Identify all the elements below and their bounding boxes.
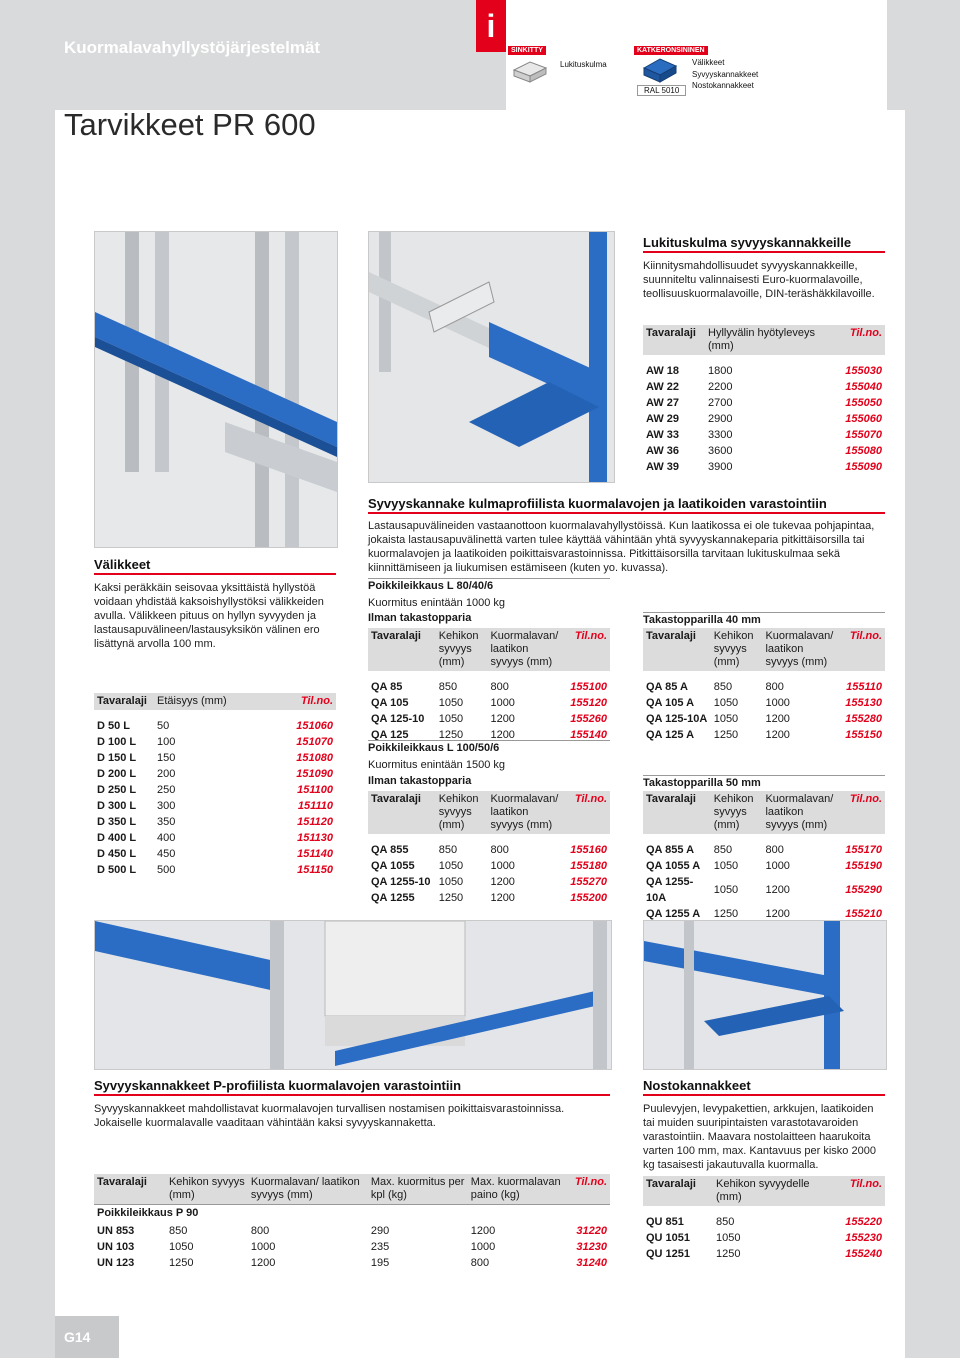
- photo-valikkeet: [94, 231, 338, 548]
- valikkeet-text: Kaksi peräkkäin seisovaa yksittäistä hyllystöä voidaan yhdistää kaksoishyllystöksi välikkeiden avulla. Välikkeen pituus on hyllyn syvyyden ja lastausapuvälineen/lastausyksikön välinen ero lisättynä arvolla 100 mm.: [94, 582, 324, 650]
- pprofiili-text: Syvyyskannakkeet mahdollistavat kuormalavojen turvallisen nostamisen poikittaisvarastoinnissa. Jokaiselle kuormalavalle vaaditaan vähintään kaksi syvyyskannaketta.: [94, 1103, 565, 1129]
- category-title: Kuormalavahyllystöjärjestelmät: [64, 38, 321, 57]
- table-row: [368, 874, 610, 890]
- table-cell: 1050: [713, 860, 739, 872]
- table-cell: 195: [370, 1257, 390, 1269]
- table-row: [94, 782, 336, 798]
- order-number: 155130: [845, 697, 882, 709]
- table-cell: 1000: [765, 860, 790, 872]
- order-number: 151130: [297, 832, 333, 844]
- nosto-title: Nostokannakkeet: [643, 1078, 885, 1096]
- profile-label: Poikkileikkaus L 80/40/6: [368, 578, 610, 592]
- table-cell: 400: [157, 832, 176, 844]
- table-row: [94, 718, 336, 734]
- table-cell: 1200: [490, 729, 515, 741]
- product-code: QA 125: [371, 729, 409, 741]
- table-cell: 200: [157, 768, 176, 780]
- product-code: QA 85: [371, 681, 403, 693]
- nosto-table: [643, 1176, 885, 1262]
- product-code: QA 855 A: [646, 844, 695, 856]
- table-cell: 1200: [470, 1225, 496, 1237]
- table-cell: 800: [250, 1225, 270, 1237]
- angle-bracket-icon: [512, 58, 548, 84]
- info-panel: [506, 0, 887, 110]
- table-row: [368, 695, 610, 711]
- table-cell: 290: [370, 1225, 390, 1237]
- order-number: 155140: [570, 729, 607, 741]
- kit-label: SINKITTY: [508, 46, 546, 55]
- product-code: UN 853: [97, 1225, 135, 1237]
- order-number: 155270: [570, 876, 607, 888]
- photo-nostokannake: [643, 920, 887, 1070]
- product-code: D 50 L: [97, 720, 131, 732]
- table-row: [94, 1223, 610, 1239]
- product-code: UN 123: [97, 1257, 135, 1269]
- product-code: AW 27: [646, 397, 680, 409]
- col-header: Etäisyys (mm): [154, 693, 270, 710]
- table-row: [643, 695, 885, 711]
- order-number: 155100: [570, 681, 607, 693]
- photo-p-profiili: [94, 920, 612, 1070]
- col-header: Tavaralaji: [368, 791, 436, 834]
- product-code: QA 1055: [371, 860, 415, 872]
- table-row: [643, 411, 885, 427]
- valikkeet-table: [94, 693, 336, 878]
- table-cell: 1000: [490, 697, 515, 709]
- table-row: [643, 874, 885, 906]
- product-code: D 450 L: [97, 848, 137, 860]
- col-header: Tavaralaji: [643, 1176, 713, 1206]
- qa-table-l100-right: [643, 791, 885, 922]
- table-row: [368, 842, 610, 858]
- table-cell: 2900: [708, 413, 733, 425]
- col-header: Kehikon syvyys (mm): [436, 791, 488, 834]
- table-row: [643, 443, 885, 459]
- table-row: [368, 711, 610, 727]
- kulmaprofiili-title: Syvyyskannake kulmaprofiilista kuormalavojen ja laatikoiden varastointiin: [368, 496, 885, 514]
- table-row: [643, 459, 885, 475]
- table-cell: 1200: [250, 1257, 276, 1269]
- table-cell: 2200: [708, 381, 733, 393]
- color-code: RAL 5010: [637, 85, 686, 96]
- table-cell: 1250: [713, 729, 739, 741]
- col-header: Hyllyvälin hyötyleveys (mm): [705, 325, 819, 355]
- order-number: 155260: [570, 713, 607, 725]
- table-cell: 1200: [490, 892, 515, 904]
- stopper-label: Takastopparilla 50 mm: [643, 775, 885, 789]
- color-item: Nostokannakkeet: [692, 81, 754, 90]
- table-cell: 1250: [438, 892, 464, 904]
- col-header: Kehikon syvyys (mm): [711, 628, 763, 671]
- col-header: Til.no.: [567, 791, 610, 834]
- col-header: Til.no.: [270, 693, 336, 710]
- col-header: Tavaralaji: [94, 693, 154, 710]
- kit-item: Lukituskulma: [560, 60, 607, 69]
- col-header: Til.no.: [572, 1174, 610, 1205]
- product-code: QU 851: [646, 1216, 684, 1228]
- table-row: [94, 734, 336, 750]
- col-header: Kuormalavan/ laatikon syvyys (mm): [762, 628, 842, 671]
- table-cell: 850: [713, 844, 733, 856]
- product-code: D 350 L: [97, 816, 137, 828]
- product-code: AW 36: [646, 445, 680, 457]
- qa-table-l100-left: [368, 791, 610, 906]
- product-code: QU 1051: [646, 1232, 691, 1244]
- table-cell: 150: [157, 752, 176, 764]
- table-cell: 850: [438, 681, 458, 693]
- table-cell: 800: [490, 681, 509, 693]
- order-number: 155210: [845, 908, 882, 920]
- table-cell: 1050: [168, 1241, 194, 1253]
- table-row: [94, 766, 336, 782]
- table-cell: 1250: [438, 729, 464, 741]
- table-cell: 50: [157, 720, 170, 732]
- table-cell: 250: [157, 784, 176, 796]
- product-code: D 400 L: [97, 832, 137, 844]
- col-header: Kuormalavan/ laatikon syvyys (mm): [762, 791, 842, 834]
- product-code: D 150 L: [97, 752, 137, 764]
- table-cell: 1200: [765, 713, 790, 725]
- order-number: 151120: [297, 816, 333, 828]
- table-cell: 1050: [438, 697, 464, 709]
- lukituskulma-title: Lukituskulma syvyyskannakkeille: [643, 235, 885, 253]
- col-header: Tavaralaji: [94, 1174, 166, 1205]
- order-number: 155060: [845, 413, 882, 425]
- product-code: QA 1055 A: [646, 860, 701, 872]
- table-cell: 500: [157, 864, 176, 876]
- product-code: D 200 L: [97, 768, 137, 780]
- stopper-label: Ilman takastopparia: [368, 612, 472, 624]
- product-code: D 500 L: [97, 864, 137, 876]
- order-number: 155190: [845, 860, 882, 872]
- qa-table-l80-right: [643, 628, 885, 743]
- table-row: [643, 395, 885, 411]
- order-number: 151070: [296, 736, 333, 748]
- table-cell: 1200: [765, 884, 790, 896]
- order-number: 151060: [296, 720, 333, 732]
- order-number: 155200: [570, 892, 607, 904]
- col-header: Til.no.: [829, 1176, 885, 1206]
- color-item: Välikkeet: [692, 58, 725, 67]
- beam-profile-icon: [642, 56, 678, 84]
- table-cell: 800: [470, 1257, 490, 1269]
- product-code: D 100 L: [97, 736, 137, 748]
- product-code: QA 125-10: [371, 713, 425, 725]
- col-header: Kehikon syvyydelle (mm): [713, 1176, 829, 1206]
- col-header: Kuormalavan/ laatikon syvyys (mm): [248, 1174, 368, 1205]
- product-code: AW 29: [646, 413, 680, 425]
- photo-lukituskulma: [368, 231, 615, 483]
- order-number: 155080: [845, 445, 882, 457]
- table-cell: 1050: [438, 713, 464, 725]
- product-code: AW 39: [646, 461, 680, 473]
- order-number: 155240: [845, 1248, 882, 1260]
- product-code: QA 125-10A: [646, 713, 708, 725]
- table-cell: 3600: [708, 445, 733, 457]
- table-row: [94, 1239, 610, 1255]
- table-cell: 800: [765, 681, 784, 693]
- table-row: [643, 1214, 885, 1230]
- table-cell: 1200: [765, 908, 790, 920]
- product-code: AW 33: [646, 429, 680, 441]
- order-number: 31240: [576, 1257, 607, 1269]
- product-code: QU 1251: [646, 1248, 691, 1260]
- col-header: Til.no.: [842, 628, 885, 671]
- table-row: [643, 842, 885, 858]
- stopper-label: Ilman takastopparia: [368, 775, 472, 787]
- table-cell: 1200: [765, 729, 790, 741]
- table-cell: 1050: [713, 884, 739, 896]
- table-row: [368, 858, 610, 874]
- product-code: D 250 L: [97, 784, 137, 796]
- table-row: [643, 1246, 885, 1262]
- kulmaprofiili-text: Lastausapuvälineiden vastaanottoon kuormalavahyllystöissä. Kun laatikossa ei ole tukevaa pohjapintaa, jokaista lastausapuvälinettä varten tulee käyttää vähintään yhtä syvyyskannakeparia pitkittäisorsilla tai kuormalavojen ja laatikoiden poikittaisvarastoinnissa. Pitkittäisorsilla tarvitaan lukituskulmaa sekä kiinnittämiseen ja liukumisen estämiseen (kuten yo. kuvassa).: [368, 520, 875, 574]
- table-row: [94, 1255, 610, 1271]
- col-header: Til.no.: [819, 325, 885, 355]
- product-code: QA 105 A: [646, 697, 695, 709]
- order-number: 155170: [845, 844, 882, 856]
- table-cell: 1050: [716, 1232, 741, 1244]
- col-header: Tavaralaji: [643, 791, 711, 834]
- order-number: 151100: [297, 784, 333, 796]
- color-item: Syvyyskannakkeet: [692, 70, 759, 79]
- order-number: 31230: [576, 1241, 607, 1253]
- product-code: QA 1255-10: [371, 876, 431, 888]
- table-row: [643, 906, 885, 922]
- product-code: QA 1255 A: [646, 908, 701, 920]
- col-header: Tavaralaji: [643, 628, 711, 671]
- pprofiili-table: [94, 1174, 610, 1271]
- table-cell: 2700: [708, 397, 733, 409]
- col-header: Tavaralaji: [643, 325, 705, 355]
- table-row: [643, 711, 885, 727]
- profile-label: Poikkileikkaus P 90: [94, 1205, 610, 1222]
- table-cell: 1250: [716, 1248, 741, 1260]
- table-row: [368, 890, 610, 906]
- product-code: AW 22: [646, 381, 680, 393]
- table-row: [368, 679, 610, 695]
- table-row: [94, 814, 336, 830]
- table-cell: 1000: [250, 1241, 276, 1253]
- table-cell: 3300: [708, 429, 733, 441]
- col-header: Til.no.: [567, 628, 610, 671]
- table-cell: 1250: [168, 1257, 194, 1269]
- order-number: 155180: [570, 860, 607, 872]
- stopper-label: Takastopparilla 40 mm: [643, 612, 885, 626]
- table-cell: 100: [157, 736, 176, 748]
- table-cell: 1200: [490, 876, 515, 888]
- table-row: [94, 750, 336, 766]
- table-row: [643, 379, 885, 395]
- table-cell: 1000: [765, 697, 790, 709]
- table-row: [94, 830, 336, 846]
- table-cell: 1050: [713, 697, 739, 709]
- order-number: 151150: [297, 864, 333, 876]
- col-header: Max. kuormalavan paino (kg): [468, 1174, 572, 1205]
- order-number: 155160: [570, 844, 607, 856]
- table-cell: 1000: [470, 1241, 496, 1253]
- order-number: 151080: [296, 752, 333, 764]
- table-cell: 1000: [490, 860, 515, 872]
- product-code: QA 1255: [371, 892, 415, 904]
- lukituskulma-table: [643, 325, 885, 475]
- product-code: QA 125 A: [646, 729, 695, 741]
- table-cell: 1050: [713, 713, 739, 725]
- order-number: 155220: [845, 1216, 882, 1228]
- table-cell: 800: [490, 844, 509, 856]
- table-row: [94, 846, 336, 862]
- order-number: 155150: [845, 729, 882, 741]
- table-cell: 850: [716, 1216, 735, 1228]
- table-cell: 450: [157, 848, 176, 860]
- order-number: 155070: [845, 429, 882, 441]
- order-number: 155030: [845, 365, 882, 377]
- table-row: [643, 1230, 885, 1246]
- table-row: [643, 727, 885, 743]
- page-number: G14: [55, 1316, 119, 1358]
- table-cell: 300: [157, 800, 176, 812]
- order-number: 151090: [296, 768, 333, 780]
- pprofiili-title: Syvyyskannakkeet P-profiilista kuormalavojen varastointiin: [94, 1078, 610, 1096]
- lukituskulma-text: Kiinnitysmahdollisuudet syvyyskannakkeille, suunniteltu valinnaisesti Euro-kuormalavoille, teollisuuskuormalavoille, DIN-teräshäkkilavoille.: [643, 260, 875, 300]
- table-cell: 1050: [438, 860, 464, 872]
- valikkeet-title: Välikkeet: [94, 557, 336, 575]
- table-cell: 800: [765, 844, 784, 856]
- color-label: KATKERONSININEN: [634, 46, 708, 55]
- col-header: Tavaralaji: [368, 628, 436, 671]
- product-code: AW 18: [646, 365, 680, 377]
- col-header: Kehikon syvyys (mm): [166, 1174, 248, 1205]
- col-header: Til.no.: [842, 791, 885, 834]
- order-number: 155040: [845, 381, 882, 393]
- table-cell: 1050: [438, 876, 464, 888]
- profile-label: Poikkileikkaus L 100/50/6: [368, 740, 610, 754]
- product-code: QA 105: [371, 697, 409, 709]
- table-cell: 1800: [708, 365, 733, 377]
- nosto-text: Puulevyjen, levypakettien, arkkujen, laatikoiden tai muiden suuripintaisten varastotavaroiden varastointiin. Maavara nostolaitteen haarukoita varten 100 mm, max. Kantavuus per kisko 2000 kg tasaisesti jakautuvalla kuormalla.: [643, 1103, 876, 1171]
- table-cell: 850: [713, 681, 733, 693]
- info-icon: i: [476, 0, 506, 52]
- table-row: [643, 858, 885, 874]
- qa-table-l80-left: [368, 628, 610, 743]
- col-header: Kehikon syvyys (mm): [436, 628, 488, 671]
- product-code: QA 85 A: [646, 681, 688, 693]
- order-number: 155280: [845, 713, 882, 725]
- table-row: [643, 427, 885, 443]
- col-header: Max. kuormitus per kpl (kg): [368, 1174, 468, 1205]
- table-cell: 1250: [713, 908, 739, 920]
- table-row: [94, 798, 336, 814]
- product-code: UN 103: [97, 1241, 135, 1253]
- table-cell: 235: [370, 1241, 390, 1253]
- table-row: [643, 679, 885, 695]
- table-cell: 1200: [490, 713, 515, 725]
- table-row: [643, 363, 885, 379]
- order-number: 151140: [297, 848, 333, 860]
- table-cell: 850: [438, 844, 458, 856]
- product-code: QA 1255-10A: [646, 876, 694, 904]
- order-number: 151110: [297, 800, 333, 812]
- table-row: [94, 862, 336, 878]
- order-number: 155090: [845, 461, 882, 473]
- order-number: 155230: [845, 1232, 882, 1244]
- load-label: Kuormitus enintään 1500 kg: [368, 759, 505, 771]
- product-code: QA 855: [371, 844, 409, 856]
- table-cell: 350: [157, 816, 176, 828]
- order-number: 155110: [846, 681, 882, 693]
- order-number: 31220: [576, 1225, 607, 1237]
- table-cell: 3900: [708, 461, 733, 473]
- col-header: Kuormalavan/ laatikon syvyys (mm): [487, 628, 567, 671]
- col-header: Kehikon syvyys (mm): [711, 791, 763, 834]
- page-title: Tarvikkeet PR 600: [64, 107, 316, 142]
- order-number: 155290: [845, 884, 882, 896]
- order-number: 155050: [845, 397, 882, 409]
- order-number: 155120: [570, 697, 607, 709]
- col-header: Kuormalavan/ laatikon syvyys (mm): [487, 791, 567, 834]
- product-code: D 300 L: [97, 800, 137, 812]
- load-label: Kuormitus enintään 1000 kg: [368, 597, 505, 609]
- table-cell: 850: [168, 1225, 188, 1237]
